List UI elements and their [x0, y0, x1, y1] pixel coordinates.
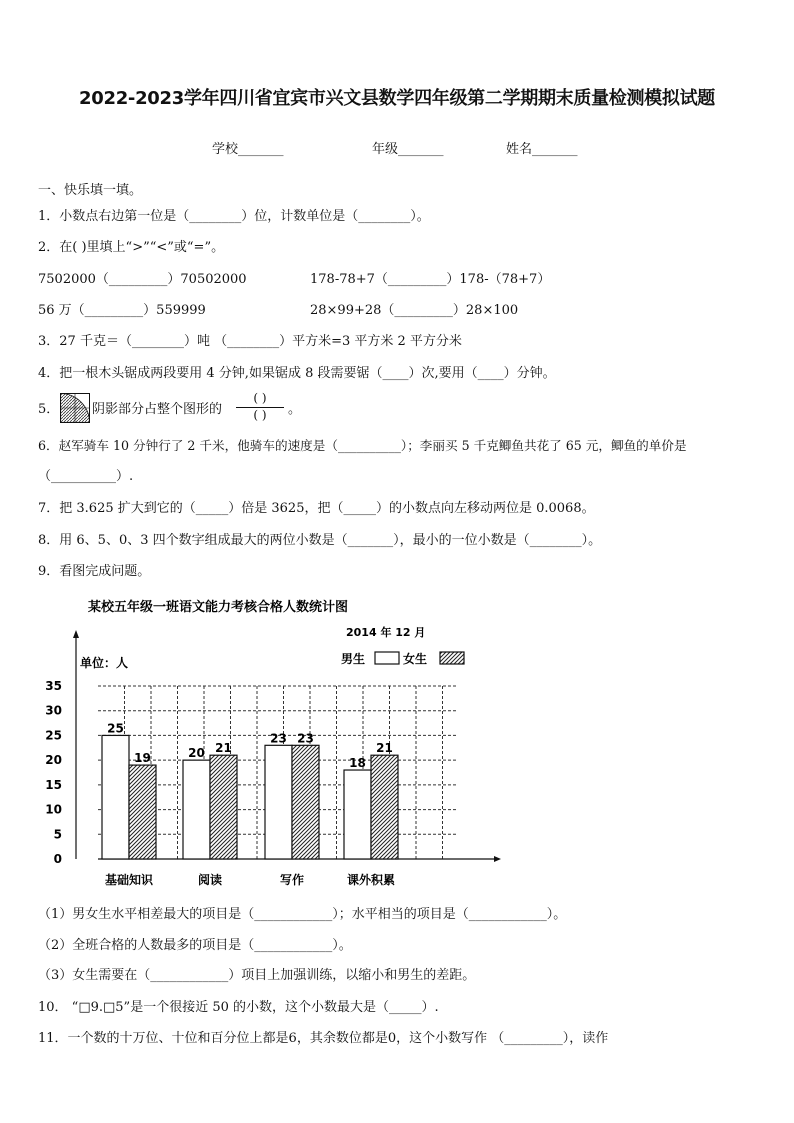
y-tick-label: 25 — [45, 728, 62, 743]
fraction-numerator: ( ) — [253, 391, 267, 405]
y-tick-labels — [45, 679, 62, 866]
quarter-circle-figure — [60, 393, 90, 423]
x-axis-arrow — [494, 856, 501, 862]
y-tick-label: 0 — [53, 852, 62, 866]
question-5-number: 5． — [38, 402, 60, 417]
question-6-line2: （__________）. — [38, 469, 134, 484]
bar-girls — [129, 765, 156, 859]
question-9-2: （2）全班合格的人数最多的项目是（____________）。 — [38, 938, 352, 953]
section-heading: 一、快乐填一填。 — [38, 183, 143, 198]
bars — [102, 721, 398, 859]
x-tick-labels — [105, 872, 395, 887]
data-label: 21 — [215, 741, 232, 756]
question-6-line1: 6．赵军骑车 10 分钟行了 2 千米，他骑车的速度是（__________）；李丽买 5 千克鲫鱼共花了 65 元，鲫鱼的单价是 — [38, 438, 687, 453]
y-tick-label: 10 — [45, 802, 62, 817]
bar-girls — [210, 755, 237, 859]
question-2: 2．在( )里填上“>”“<”或“=”。 — [38, 240, 225, 255]
chart-title: 某校五年级一班语文能力考核合格人数统计图 — [88, 600, 349, 615]
data-label: 18 — [349, 756, 366, 771]
y-tick-label: 5 — [53, 827, 62, 842]
chart-legend — [341, 651, 464, 666]
y-tick-label: 20 — [45, 753, 62, 768]
bar-boys — [183, 760, 210, 859]
chart-subtitle: 2014 年 12 月 — [346, 626, 426, 639]
x-tick-label: 课外积累 — [346, 873, 396, 887]
question-7: 7．把 3.625 扩大到它的（_____）倍是 3625，把（_____）的小数点向左移动两位是 0.0068。 — [38, 501, 595, 516]
question-9-1: （1）男女生水平相差最大的项目是（____________）；水平相当的项目是（____________）。 — [38, 907, 567, 922]
question-4: 4．把一根木头锯成两段要用 4 分钟,如果锯成 8 段需要锯（____）次,要用（____）分钟。 — [38, 366, 556, 381]
question-2-row2-right: 28×99+28（_________）28×100 — [310, 303, 519, 318]
question-1: 1．小数点右边第一位是（________）位，计数单位是（________）。 — [38, 209, 430, 224]
question-3: 3．27 千克＝（________）吨 （________）平方米=3 平方米 2 平方分米 — [38, 334, 462, 349]
legend-label-boys: 男生 — [341, 652, 366, 666]
data-label: 20 — [188, 746, 205, 761]
y-tick-label: 35 — [45, 679, 62, 693]
school-field: 学校_______ — [212, 142, 284, 157]
legend-swatch-girls — [440, 652, 464, 664]
y-tick-label: 30 — [45, 703, 62, 718]
data-label: 23 — [297, 731, 314, 746]
x-tick-label: 阅读 — [197, 873, 223, 887]
grade-field: 年级_______ — [372, 142, 444, 157]
bar-girls — [371, 755, 398, 859]
name-field: 姓名_______ — [506, 142, 578, 157]
page-title: 2022-2023学年四川省宜宾市兴文县数学四年级第二学期期末质量检测模拟试题 — [79, 88, 715, 109]
question-2-row1-right: 178-78+7（_________）178-（78+7） — [310, 272, 551, 287]
question-9-3: （3）女生需要在（____________）项目上加强训练，以缩小和男生的差距。 — [38, 968, 476, 983]
data-label: 21 — [376, 741, 393, 756]
legend-label-girls: 女生 — [403, 652, 428, 666]
question-5-end: 。 — [288, 402, 302, 417]
x-tick-label: 写作 — [279, 873, 305, 887]
data-label: 19 — [134, 751, 151, 766]
data-label: 25 — [107, 721, 124, 736]
data-label: 23 — [270, 731, 287, 746]
x-tick-label: 基础知识 — [104, 873, 154, 887]
question-2-row1-left: 7502000（_________）70502000 — [38, 272, 247, 287]
chart-ylabel: 单位：人 — [80, 656, 129, 670]
question-5-text: 阴影部分占整个图形的 — [92, 402, 223, 417]
fraction-denominator: ( ) — [253, 408, 267, 422]
question-8: 8．用 6、5、0、3 四个数字组成最大的两位小数是（_______），最小的一位小数是（________）。 — [38, 533, 602, 548]
bar-chart — [38, 596, 518, 892]
question-11: 11．一个数的十万位、十位和百分位上都是6，其余数位都是0，这个小数写作 （_________），读作 — [38, 1031, 609, 1046]
question-10: 10． “□9.□5”是一个很接近 50 的小数，这个小数最大是（_____）. — [38, 1000, 439, 1015]
question-2-row2-left: 56 万（_________）559999 — [38, 303, 206, 318]
y-tick-label: 15 — [45, 777, 62, 792]
bar-boys — [265, 745, 292, 859]
question-9: 9．看图完成问题。 — [38, 564, 151, 579]
bar-boys — [344, 770, 371, 859]
bar-girls — [292, 745, 319, 859]
y-axis-arrow — [73, 630, 79, 638]
bar-boys — [102, 735, 129, 859]
legend-swatch-boys — [375, 652, 399, 664]
fraction-blank — [234, 391, 286, 423]
